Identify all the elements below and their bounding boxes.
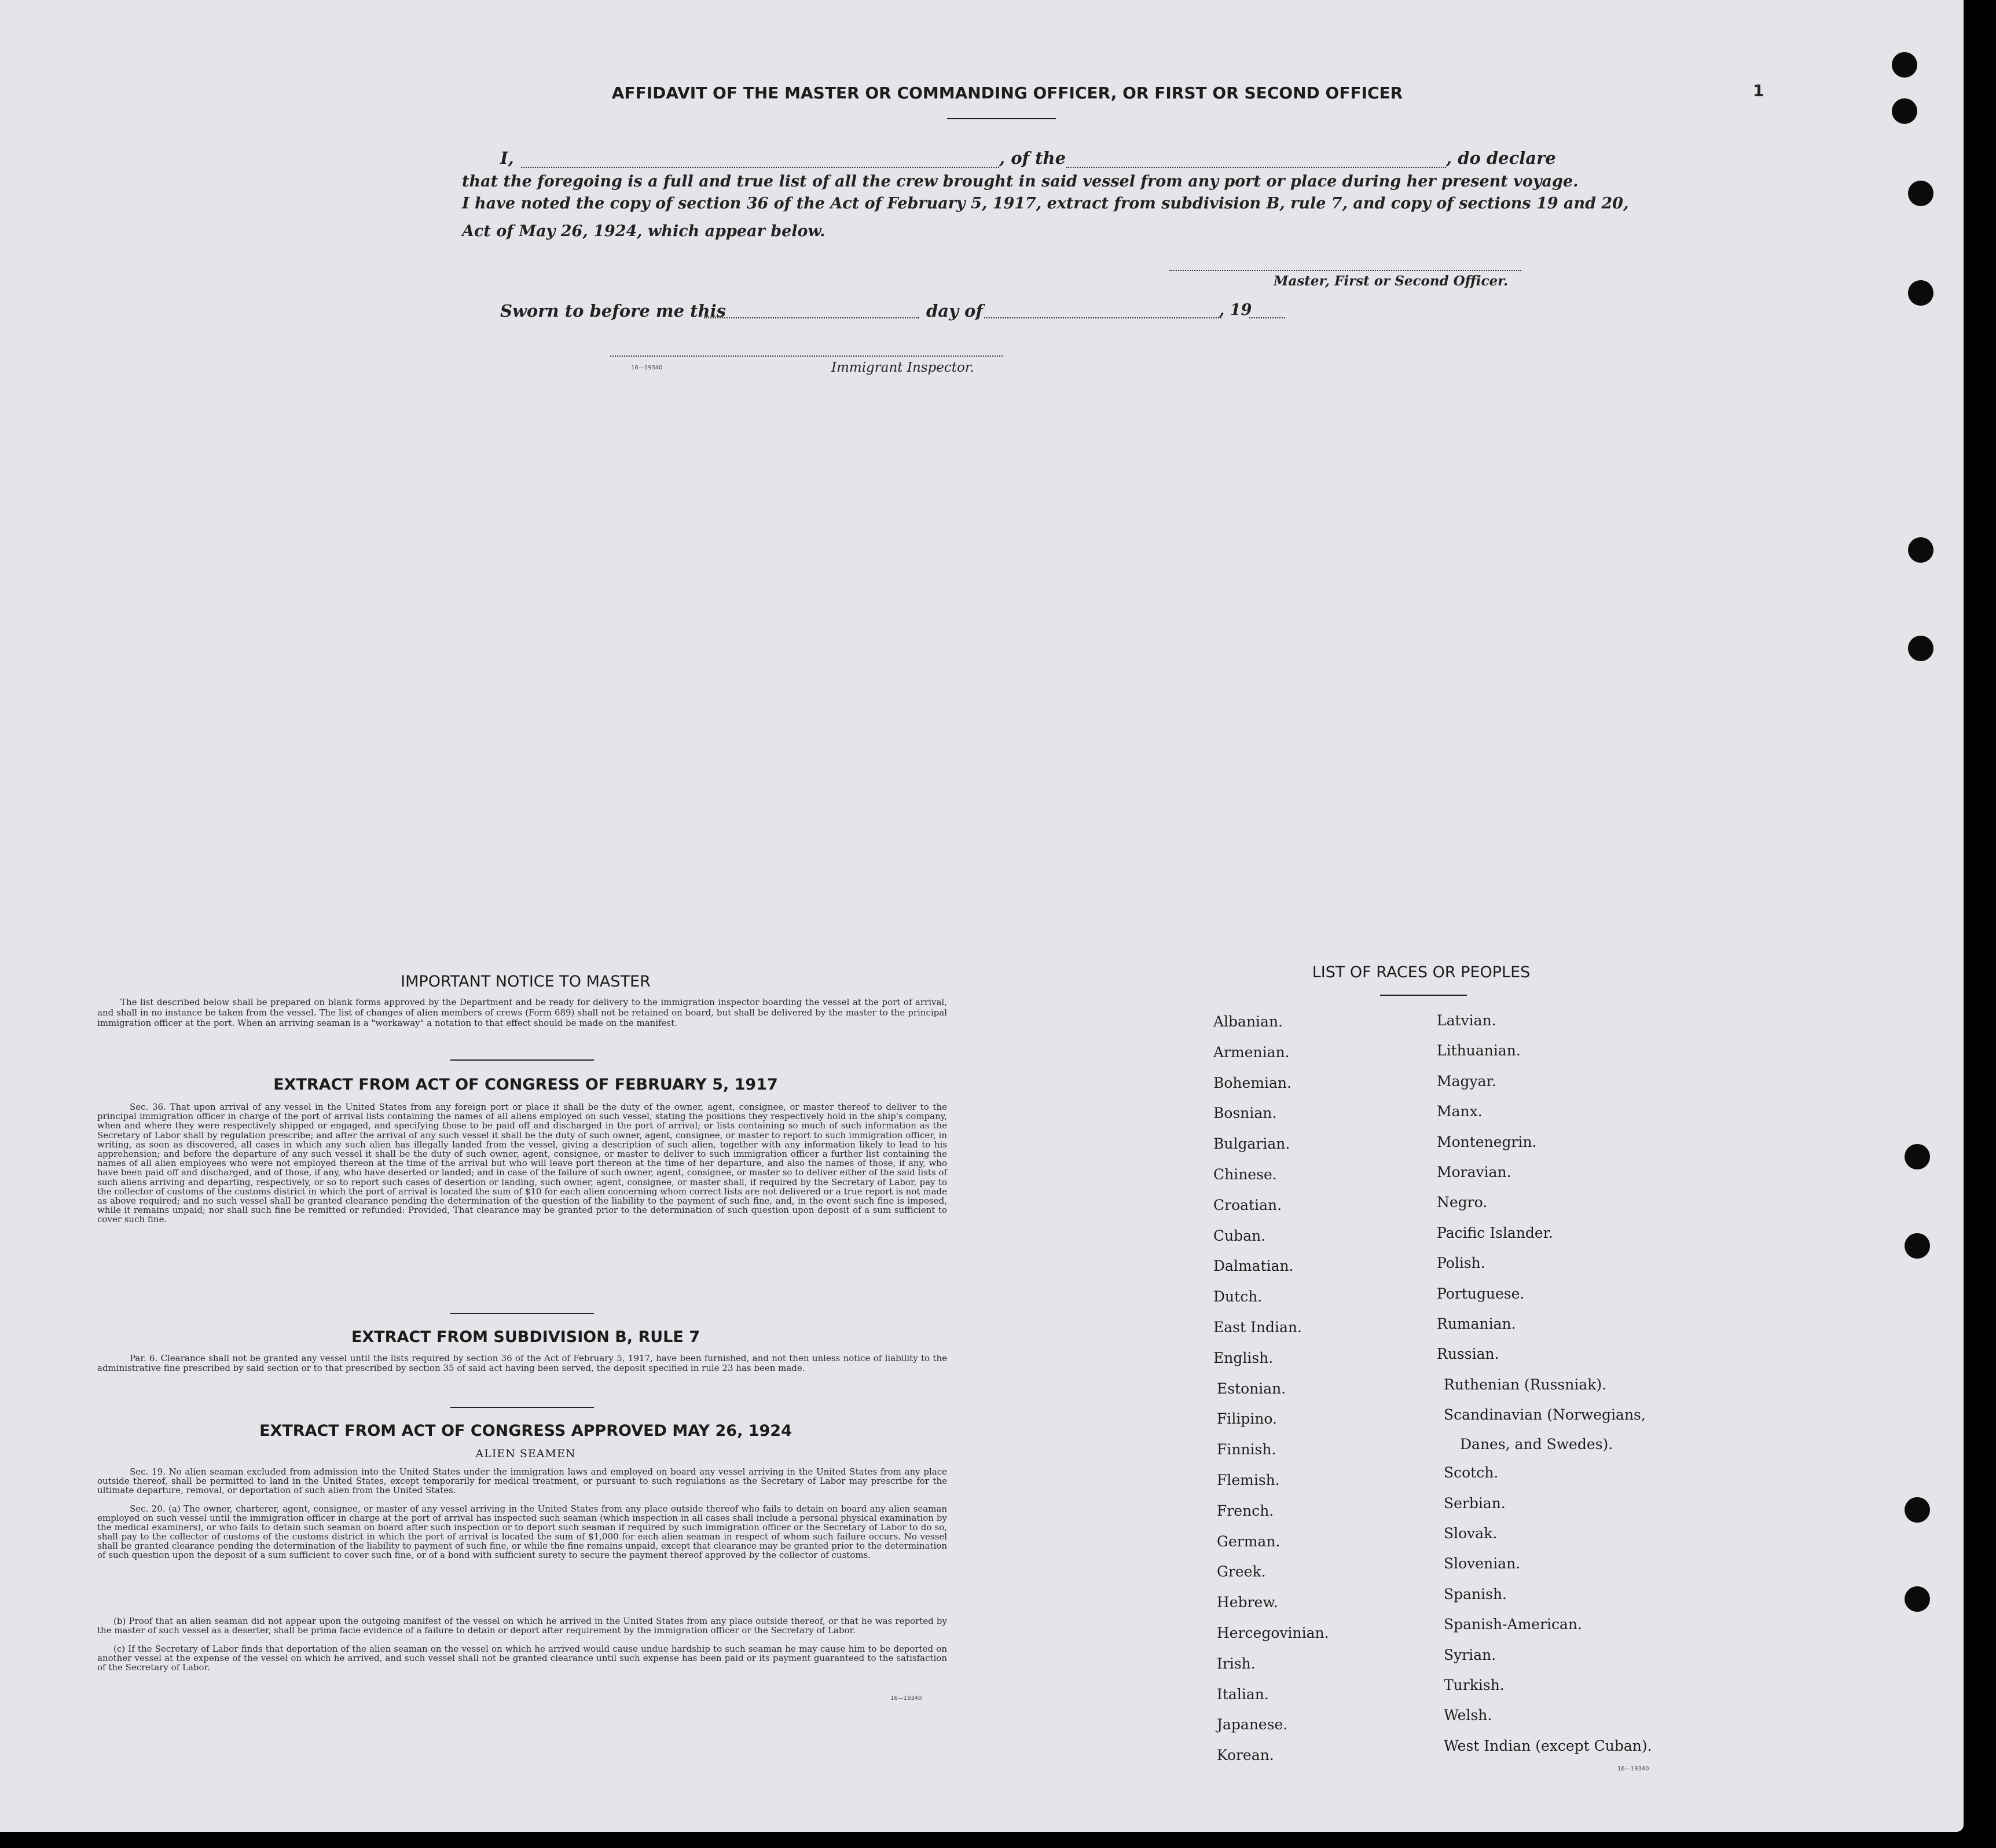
- punch-hole: [1905, 1586, 1930, 1612]
- punch-hole: [1905, 1144, 1930, 1169]
- races-title: LIST OF RACES OR PEOPLES: [1312, 963, 1531, 981]
- race-item: Welsh.: [1444, 1707, 1492, 1724]
- race-item: Korean.: [1217, 1747, 1274, 1764]
- master-signature-line[interactable]: [1169, 270, 1521, 271]
- notice-rule: [450, 1059, 594, 1061]
- race-item: Armenian.: [1213, 1043, 1290, 1061]
- races-form-number: 16—19340: [1617, 1766, 1649, 1772]
- race-item: Portuguese.: [1437, 1285, 1525, 1302]
- punch-hole: [1905, 1233, 1930, 1259]
- extract-1917-text: Sec. 36. That upon arrival of any vessel in the United States from any foreign port or place it shall be the duty of the owner, agent, consignee, or master thereof to deliver to the principal immigration officer in charge of the port of arrival lists containing the names of all aliens employed on such vessel, stating the positions they respectively hold in the ship's company, when and where they were respectively shipped or engaged, and specifying those to be paid off and discharged in the port of arrival; or lists containing so much of such information as the Secretary of Labor shall by regulation prescribe; and after the arrival of any such vessel it shall be the duty of such owner, agent, consignee, or master to report to such immigration officer, in writing, as soon as discovered, all cases in which any such alien has illegally landed from the vessel, giving a description of such alien, together with any information likely to lead to his apprehension; and before the departure of any such vessel it shall be the duty of such owner, agent, consignee, or master to deliver to such immigration officer a further list containing the names of all alien employees who were not employed thereon at the time of the arrival but who will leave port thereon at the time of her departure, and also the names of those, if any, who have been paid off and discharged, and of those, if any, who have deserted or landed; and in case of the failure of such owner, agent, consignee, or master so to deliver either of the said lists of such aliens arriving and departing, respectively, or so to report such cases of desertion or landing, such owner, agent, consignee, or master shall, if required by the Secretary of Labor, pay to the collector of customs of the customs district in which the port of arrival is located the sum of $10 for each alien concerning whom correct lists are not delivered or a true report is not made as above required; and no such vessel shall be granted clearance pending the determination of the question of the liability to the payment of such fine, and, in the event such fine is imposed, while it remains unpaid; nor shall such fine be remitted or refunded: Provided, That clearance may be granted prior to the determination of such question upon deposit of a sum sufficient to cover such fine.: [97, 1102, 947, 1225]
- sworn-day-field[interactable]: [704, 317, 919, 318]
- inspector-signature-line[interactable]: [610, 355, 1003, 357]
- sworn-label: Sworn to before me this: [500, 301, 726, 321]
- sworn-year-field[interactable]: [1249, 317, 1285, 318]
- of-the-label: , of the: [999, 148, 1066, 168]
- affidavit-title: AFFIDAVIT OF THE MASTER OR COMMANDING OFFICER, OR FIRST OR SECOND OFFICER: [611, 83, 1403, 102]
- declaration-line-3: I have noted the copy of section 36 of the Act of February 5, 1917, extract from subdivision B, rule 7, and copy of sections 19 and 20,: [462, 195, 1629, 212]
- vessel-field[interactable]: [1066, 167, 1446, 168]
- race-item: Turkish.: [1444, 1677, 1505, 1693]
- race-item: Polish.: [1437, 1255, 1485, 1272]
- punch-hole: [1908, 181, 1933, 206]
- race-item: Bulgarian.: [1213, 1135, 1290, 1153]
- notice-title: IMPORTANT NOTICE TO MASTER: [401, 973, 651, 991]
- race-item: Filipino.: [1217, 1410, 1277, 1428]
- race-item: English.: [1213, 1349, 1274, 1366]
- extract-rule7-text: Par. 6. Clearance shall not be granted any vessel until the lists required by section 36 of the Act of February 5, 1917, have been furnished, and not then unless notice of liability to the administrative fine prescribed by said section or to that prescribed by section 35 of said act having been served, the deposit specified in rule 23 has been made.: [97, 1353, 947, 1373]
- race-item: Cuban.: [1213, 1227, 1266, 1244]
- race-item: Slovenian.: [1444, 1555, 1521, 1572]
- page-mark: 1: [1753, 81, 1765, 100]
- race-item: Montenegrin.: [1437, 1133, 1537, 1150]
- race-item: Chinese.: [1213, 1166, 1277, 1183]
- punch-hole: [1908, 280, 1933, 306]
- race-item: Spanish.: [1444, 1585, 1507, 1603]
- race-item: Irish.: [1217, 1655, 1256, 1672]
- race-item: Moravian.: [1437, 1164, 1511, 1180]
- race-item: Hebrew.: [1217, 1594, 1278, 1611]
- race-item: Finnish.: [1217, 1441, 1276, 1458]
- races-rule: [1380, 995, 1467, 996]
- punch-hole: [1892, 98, 1917, 124]
- title-rule: [947, 118, 1056, 119]
- extract-rule7-rule: [450, 1407, 594, 1408]
- race-item: Rumanian.: [1437, 1315, 1516, 1332]
- day-of-label: day of: [926, 301, 983, 321]
- race-item: Croatian.: [1213, 1196, 1282, 1213]
- do-declare-label: , do declare: [1446, 148, 1556, 168]
- race-item: Latvian.: [1437, 1012, 1496, 1029]
- punch-hole: [1892, 52, 1917, 78]
- race-item: Dutch.: [1213, 1288, 1263, 1306]
- race-item: French.: [1217, 1502, 1274, 1519]
- extract-1924-subtitle: ALIEN SEAMEN: [475, 1447, 576, 1460]
- race-item: Manx.: [1437, 1103, 1483, 1120]
- extract-form-number: 16—19340: [890, 1695, 922, 1702]
- notice-text: The list described below shall be prepared on blank forms approved by the Department and be ready for delivery to the immigration inspector boarding the vessel at the port of arrival, and shall in no instance be taken from the vessel. The list of changes of alien members of crews (Form 689) shall not be retained on board, but shall be delivered by the master to the principal immigration officer at the port. When an arriving seaman is a "workaway" a notation to that effect should be made on the manifest.: [97, 997, 947, 1028]
- sec-20a-text: Sec. 20. (a) The owner, charterer, agent, consignee, or master of any vessel arriving in the United States from any place outside thereof who fails to detain on board any alien seaman employed on such vessel until the immigration officer in charge at the port of arrival has inspected such seaman (which inspection in all cases shall include a personal physical examination by the medical examiners), or who fails to detain such seaman on board after such inspection or to deport such seaman if required by such immigration officer or the Secretary of Labor to do so, shall pay to the collector of customs of the customs district in which the port of arrival is located the sum of $1,000 for each alien seaman in respect of whom such failure occurs. No vessel shall be granted clearance pending the determination of the liability to payment of such fine, or while the fine remains unpaid, except that clearance may be granted prior to the determination of such question upon the deposit of a sum sufficient to cover such fine, or of a bond with sufficient surety to secure the payment thereof approved by the collector of customs.: [97, 1504, 947, 1560]
- sec-20c-text: (c) If the Secretary of Labor finds that deportation of the alien seaman on the vessel on which he arrived would cause undue hardship to such seaman he may cause him to be deported on another vessel at the expense of the vessel on which he arrived, and such vessel shall not be granted clearance until such expense has been paid or its payment guaranteed to the satisfaction of the Secretary of Labor.: [97, 1644, 947, 1673]
- race-item: Russian.: [1437, 1345, 1499, 1363]
- race-item: East Indian.: [1213, 1319, 1302, 1336]
- race-item: Albanian.: [1213, 1013, 1283, 1030]
- race-item: Slovak.: [1444, 1525, 1498, 1542]
- race-item: West Indian (except Cuban).: [1444, 1737, 1652, 1754]
- extract-rule7-title: EXTRACT FROM SUBDIVISION B, RULE 7: [351, 1328, 700, 1346]
- race-item: Bohemian.: [1213, 1074, 1291, 1091]
- declaration-line-2: that the foregoing is a full and true list of all the crew brought in said vessel from any port or place during her present voyage.: [462, 173, 1579, 190]
- race-item: Italian.: [1217, 1685, 1269, 1703]
- race-item-continuation: Danes, and Swedes).: [1460, 1436, 1613, 1453]
- inspector-caption: Immigrant Inspector.: [831, 360, 974, 375]
- race-item: Scandinavian (Norwegians,: [1444, 1406, 1646, 1424]
- race-item: Syrian.: [1444, 1646, 1496, 1663]
- race-item: Ruthenian (Russniak).: [1444, 1376, 1607, 1393]
- sec-20b-text: (b) Proof that an alien seaman did not appear upon the outgoing manifest of the vessel on which he arrived in the United States from any place outside thereof, or that he was reported by the master of such vessel as a deserter, shall be prima facie evidence of a failure to detain or deport after requirement by the immigration officer or the Secretary of Labor.: [97, 1616, 947, 1636]
- race-item: Spanish-American.: [1444, 1616, 1582, 1633]
- race-item: Dalmatian.: [1213, 1257, 1294, 1275]
- race-item: Estonian.: [1217, 1380, 1286, 1397]
- master-caption: Master, First or Second Officer.: [1274, 273, 1509, 289]
- form-number: 16—19340: [631, 365, 663, 371]
- sec-19-text: Sec. 19. No alien seaman excluded from admission into the United States under the immigration laws and employed on board any vessel arriving in the United States from any place outside thereof, shall be permitted to land in the United States, except temporarily for medical treatment, or pursuant to such regulations as the Secretary of Labor may prescribe for the ultimate departure, removal, or deportation of such alien from the United States.: [97, 1466, 947, 1495]
- punch-hole: [1905, 1497, 1930, 1523]
- race-item: Japanese.: [1217, 1716, 1288, 1733]
- race-item: Serbian.: [1444, 1494, 1506, 1512]
- extract-1924-title: EXTRACT FROM ACT OF CONGRESS APPROVED MAY 26, 1924: [259, 1422, 792, 1440]
- punch-hole: [1908, 636, 1933, 661]
- i-label: I,: [500, 148, 514, 168]
- race-item: Magyar.: [1437, 1072, 1496, 1090]
- race-item: Pacific Islander.: [1437, 1224, 1553, 1241]
- race-item: Hercegovinian.: [1217, 1625, 1329, 1641]
- punch-hole: [1908, 537, 1933, 563]
- declaration-line-4: Act of May 26, 1924, which appear below.: [462, 222, 825, 240]
- race-item: German.: [1217, 1532, 1280, 1550]
- race-item: Bosnian.: [1213, 1105, 1277, 1122]
- race-item: Greek.: [1217, 1563, 1266, 1581]
- race-item: Lithuanian.: [1437, 1042, 1521, 1059]
- race-item: Negro.: [1437, 1194, 1488, 1211]
- race-item: Scotch.: [1444, 1464, 1499, 1482]
- extract-1917-rule: [450, 1313, 594, 1314]
- race-item: Flemish.: [1217, 1472, 1280, 1488]
- name-field[interactable]: [521, 167, 999, 168]
- extract-1917-title: EXTRACT FROM ACT OF CONGRESS OF FEBRUARY 5, 1917: [273, 1076, 778, 1094]
- sworn-month-field[interactable]: [984, 317, 1221, 318]
- year-label: , 19: [1219, 301, 1252, 319]
